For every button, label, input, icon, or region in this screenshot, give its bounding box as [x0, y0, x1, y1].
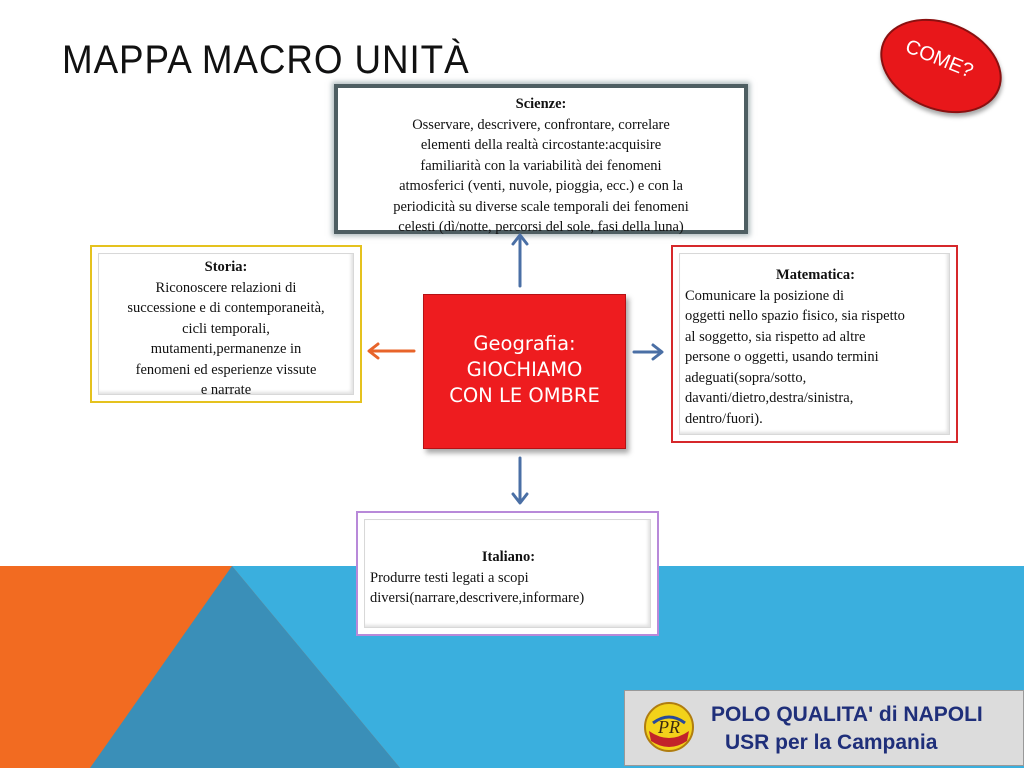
- scienze-line: atmosferici (venti, nuvole, pioggia, ecc.) e con la: [399, 178, 683, 194]
- center-line: GIOCHIAMO: [466, 358, 583, 381]
- polo-qualita-emblem-icon: [643, 701, 695, 753]
- arrow-up-to-scienze-icon: [513, 235, 527, 286]
- storia-line: successione e di contemporaneità,: [127, 300, 325, 316]
- scienze-heading: Scienze:: [515, 96, 567, 112]
- matematica-line: davanti/dietro,destra/sinistra,: [685, 390, 854, 406]
- logo-line-1: POLO QUALITA' di NAPOLI: [711, 703, 983, 726]
- storia-line: fenomeni ed esperienze vissute: [135, 361, 317, 378]
- storia-line: e narrate: [200, 382, 252, 398]
- matematica-line: Comunicare la posizione di: [685, 287, 845, 304]
- storia-line: cicli temporali,: [182, 320, 270, 337]
- polo-qualita-logo: [624, 690, 1024, 766]
- polo-qualita-emblem-letters: PR: [658, 717, 680, 737]
- scienze-line: familiarità con la variabilità dei fenomeni: [420, 157, 662, 174]
- matematica-line: al soggetto, sia rispetto ad altre: [685, 328, 866, 345]
- matematica-heading: Matematica:: [776, 267, 855, 283]
- center-line: Geografia:: [473, 332, 576, 355]
- come-badge-label: COME?: [902, 35, 977, 83]
- italiano-line: Produrre testi legati a scopi: [370, 569, 529, 586]
- matematica-line: oggetti nello spazio fisico, sia rispetto: [685, 308, 905, 324]
- italiano-line: diversi(narrare,descrivere,informare): [370, 590, 585, 606]
- page-title: MAPPA MACRO UNITÀ: [62, 38, 470, 82]
- storia-line: Riconoscere relazioni di: [155, 279, 297, 296]
- scienze-line: celesti (dì/notte, percorsi del sole, fasi della luna): [398, 219, 684, 235]
- matematica-line: dentro/fuori).: [685, 410, 763, 427]
- matematica-line: persone o oggetti, usando termini: [685, 349, 879, 365]
- arrow-right-to-matematica-icon: [634, 345, 662, 359]
- scienze-line: periodicità su diverse scale temporali dei fenomeni: [393, 198, 689, 215]
- arrow-down-to-italiano-icon: [513, 458, 527, 503]
- scienze-line: elementi della realtà circostante:acquisire: [420, 137, 662, 153]
- arrow-left-to-storia-icon: [369, 344, 414, 358]
- matematica-line: adeguati(sopra/sotto,: [685, 369, 807, 386]
- center-line: CON LE OMBRE: [449, 384, 600, 407]
- logo-line-2: USR per la Campania: [725, 731, 938, 754]
- storia-line: mutamenti,permanenze in: [150, 341, 302, 357]
- scienze-line: Osservare, descrivere, confrontare, correlare: [412, 116, 670, 133]
- storia-heading: Storia:: [204, 259, 248, 275]
- italiano-heading: Italiano:: [481, 549, 536, 565]
